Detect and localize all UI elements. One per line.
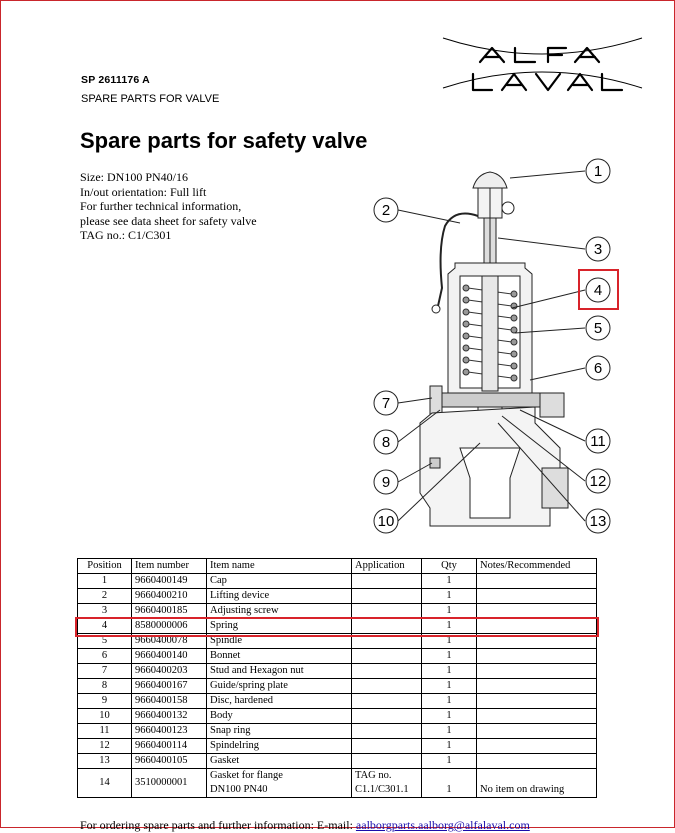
cell-position: 14 — [78, 769, 132, 798]
cell-item-name-line2: DN100 PN40 — [210, 784, 268, 795]
cell-qty: 1 — [422, 724, 477, 739]
cell-position: 8 — [78, 679, 132, 694]
callout-13: 13 — [589, 513, 607, 530]
cell-qty: 1 — [422, 769, 477, 798]
cell-qty: 1 — [422, 679, 477, 694]
cell-qty: 1 — [422, 589, 477, 604]
table-header-row — [78, 559, 597, 574]
callout-3: 3 — [593, 241, 603, 258]
cell-qty: 1 — [422, 619, 477, 634]
cell-item-name: Guide/spring plate — [207, 679, 352, 694]
cell-item-number: 3510000001 — [132, 769, 207, 798]
cell-item-name: Disc, hardened — [207, 694, 352, 709]
cell-qty: 1 — [422, 604, 477, 619]
cell-item-number: 8580000006 — [132, 619, 207, 634]
callout-12: 12 — [589, 473, 607, 490]
cell-application-line2: C1.1/C301.1 — [355, 784, 409, 795]
cell-item-number: 9660400149 — [132, 574, 207, 589]
cell-item-name: Stud and Hexagon nut — [207, 664, 352, 679]
valve-drawing — [360, 148, 630, 543]
cell-notes — [477, 574, 597, 589]
cell-item-name — [207, 769, 352, 798]
callout-11: 11 — [590, 433, 606, 450]
cell-application — [352, 709, 422, 724]
cell-qty: 1 — [422, 709, 477, 724]
cell-item-number: 9660400167 — [132, 679, 207, 694]
table-row-2 — [78, 589, 597, 604]
cell-application — [352, 724, 422, 739]
cell-notes — [477, 754, 597, 769]
callout-4: 4 — [593, 282, 603, 299]
cell-position: 7 — [78, 664, 132, 679]
cell-item-name: Gasket — [207, 754, 352, 769]
cell-position: 6 — [78, 649, 132, 664]
table-row-9 — [78, 694, 597, 709]
cell-notes — [477, 709, 597, 724]
callout-2: 2 — [381, 202, 391, 219]
table-row-12 — [78, 739, 597, 754]
spare-parts-table — [77, 558, 597, 798]
cell-notes — [477, 679, 597, 694]
cell-application — [352, 739, 422, 754]
footer-email-link[interactable]: aalborgparts.aalborg@alfalaval.com — [355, 818, 530, 832]
callout-8: 8 — [381, 434, 391, 451]
cell-item-name: Cap — [207, 574, 352, 589]
cell-notes: No item on drawing — [477, 769, 597, 798]
cell-position: 9 — [78, 694, 132, 709]
cell-item-number: 9660400158 — [132, 694, 207, 709]
cell-notes — [477, 694, 597, 709]
cell-qty: 1 — [422, 694, 477, 709]
cell-item-number: 9660400078 — [132, 634, 207, 649]
cell-application — [352, 649, 422, 664]
cell-notes — [477, 724, 597, 739]
header-notes: Notes/Recommended — [477, 559, 597, 574]
cell-qty: 1 — [422, 574, 477, 589]
cell-application — [352, 589, 422, 604]
page-title: Spare parts for safety valve — [80, 128, 368, 153]
info-size: Size: DN100 PN40/16 — [80, 170, 188, 184]
footer-contact — [80, 818, 530, 833]
cell-item-name-line1: Gasket for flange — [210, 770, 283, 781]
callout-9: 9 — [381, 474, 391, 491]
cell-item-number: 9660400185 — [132, 604, 207, 619]
footer-text: For ordering spare parts and further information: E-mail: — [80, 818, 356, 832]
cell-qty: 1 — [422, 754, 477, 769]
row-4-highlight — [75, 617, 599, 637]
cell-application — [352, 664, 422, 679]
cell-item-number: 9660400132 — [132, 709, 207, 724]
cell-item-name: Spring — [207, 619, 352, 634]
cell-notes — [477, 589, 597, 604]
cell-application — [352, 694, 422, 709]
cell-position: 12 — [78, 739, 132, 754]
cell-position: 4 — [78, 619, 132, 634]
cell-item-number: 9660400114 — [132, 739, 207, 754]
cell-application — [352, 754, 422, 769]
document-number: SP 2611176 A — [81, 74, 150, 86]
cell-qty: 1 — [422, 664, 477, 679]
cell-notes — [477, 664, 597, 679]
header-item-number: Item number — [132, 559, 207, 574]
cell-position: 1 — [78, 574, 132, 589]
header-qty: Qty — [422, 559, 477, 574]
cell-position: 11 — [78, 724, 132, 739]
info-further-2: please see data sheet for safety valve — [80, 213, 257, 228]
table-row-13 — [78, 754, 597, 769]
cell-position: 2 — [78, 589, 132, 604]
cell-item-name: Body — [207, 709, 352, 724]
cell-item-number: 9660400140 — [132, 649, 207, 664]
callout-10: 10 — [377, 513, 395, 530]
cell-qty: 1 — [422, 634, 477, 649]
cell-item-name: Lifting device — [207, 589, 352, 604]
info-orientation: In/out orientation: Full lift — [80, 184, 207, 199]
table-row-1 — [78, 574, 597, 589]
cell-application — [352, 574, 422, 589]
callout-5: 5 — [593, 320, 603, 337]
cell-position: 3 — [78, 604, 132, 619]
callout-1: 1 — [593, 163, 603, 180]
cell-qty: 1 — [422, 739, 477, 754]
cell-application — [352, 769, 422, 798]
cell-position: 10 — [78, 709, 132, 724]
cell-notes — [477, 739, 597, 754]
table-row-11 — [78, 724, 597, 739]
info-tag: TAG no.: C1/C301 — [80, 228, 172, 242]
table-row-8 — [78, 679, 597, 694]
cell-item-name: Adjusting screw — [207, 604, 352, 619]
cell-position: 13 — [78, 754, 132, 769]
callout-7: 7 — [381, 395, 391, 412]
header-application: Application — [352, 559, 422, 574]
table-row-14 — [78, 769, 597, 798]
cell-position: 5 — [78, 634, 132, 649]
cell-notes — [477, 649, 597, 664]
table-row-7 — [78, 664, 597, 679]
valve-info — [80, 170, 257, 243]
cell-application-line1: TAG no. — [355, 770, 392, 781]
table-row-10 — [78, 709, 597, 724]
table-row-6 — [78, 649, 597, 664]
cell-item-name: Bonnet — [207, 649, 352, 664]
document-subtitle: SPARE PARTS FOR VALVE — [81, 93, 220, 105]
cell-application — [352, 679, 422, 694]
cell-item-number: 9660400203 — [132, 664, 207, 679]
cell-item-number: 9660400105 — [132, 754, 207, 769]
info-further-1: For further technical information, — [80, 199, 242, 213]
callout-6: 6 — [593, 360, 603, 377]
cell-item-name: Spindle — [207, 634, 352, 649]
cell-item-name: Snap ring — [207, 724, 352, 739]
cell-qty: 1 — [422, 649, 477, 664]
header-item-name: Item name — [207, 559, 352, 574]
cell-item-number: 9660400210 — [132, 589, 207, 604]
header-position: Position — [78, 559, 132, 574]
cell-item-number: 9660400123 — [132, 724, 207, 739]
alfa-laval-logo — [440, 30, 645, 102]
cell-item-name: Spindelring — [207, 739, 352, 754]
